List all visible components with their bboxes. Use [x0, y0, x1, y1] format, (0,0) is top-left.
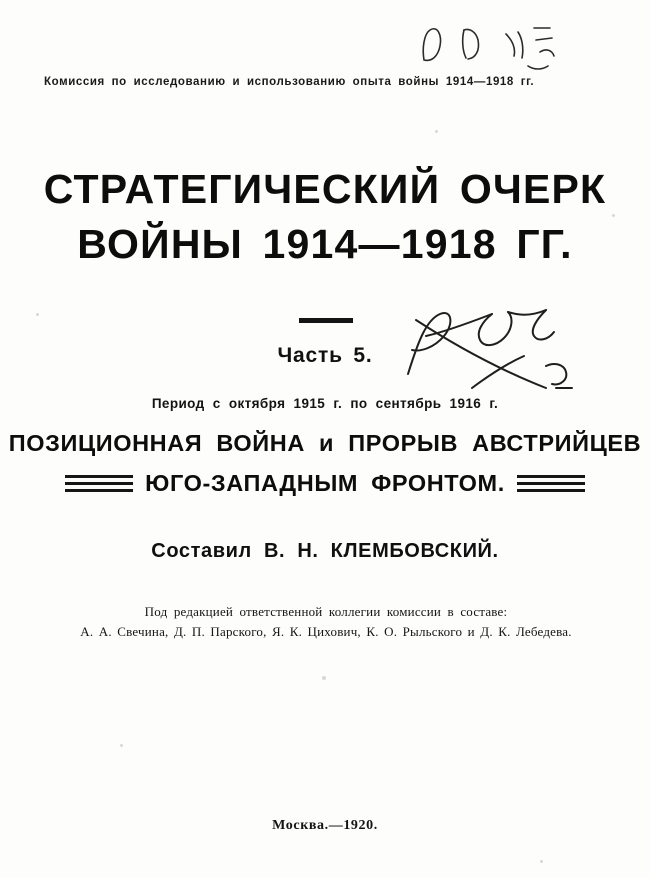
- subtitle-line-2: ЮГО-ЗАПАДНЫМ ФРОНТОМ.: [145, 470, 505, 496]
- editorial-board-line-1: Под редакцией ответственной коллегии комиссии в составе:: [144, 604, 508, 619]
- divider-rule: [299, 318, 353, 323]
- subtitle-line-2-row: [0, 470, 650, 497]
- imprint-line: Москва.—1920.: [272, 818, 378, 833]
- title-line-2: ВОЙНЫ 1914—1918 ГГ.: [77, 221, 573, 268]
- paper-speck: [612, 214, 615, 217]
- paper-speck: [540, 860, 543, 863]
- editorial-board: [56, 602, 596, 642]
- page-title: [0, 168, 650, 267]
- period-line: Период с октября 1915 г. по сентябрь 1916 г.: [151, 396, 499, 411]
- title-line-1: СТРАТЕГИЧЕСКИЙ ОЧЕРК: [43, 166, 607, 212]
- part-label: Часть 5.: [277, 344, 373, 367]
- decorative-bars-right: [517, 475, 585, 492]
- paper-speck: [435, 130, 438, 133]
- subtitle-line-1: ПОЗИЦИОННАЯ ВОЙНА и ПРОРЫВ АВСТРИЙЦЕВ: [8, 430, 642, 456]
- author-line: Составил В. Н. КЛЕМБОВСКИЙ.: [151, 540, 499, 562]
- commission-line: Комиссия по исследованию и использованию опыта войны 1914—1918 гг.: [44, 76, 535, 88]
- paper-speck: [36, 313, 39, 316]
- paper-speck: [322, 676, 326, 680]
- editorial-board-line-2: А. А. Свечина, Д. П. Парского, Я. К. Цихович, К. О. Рыльского и Д. К. Лебедева.: [80, 624, 572, 640]
- decorative-bars-left: [65, 475, 133, 492]
- paper-speck: [120, 744, 123, 747]
